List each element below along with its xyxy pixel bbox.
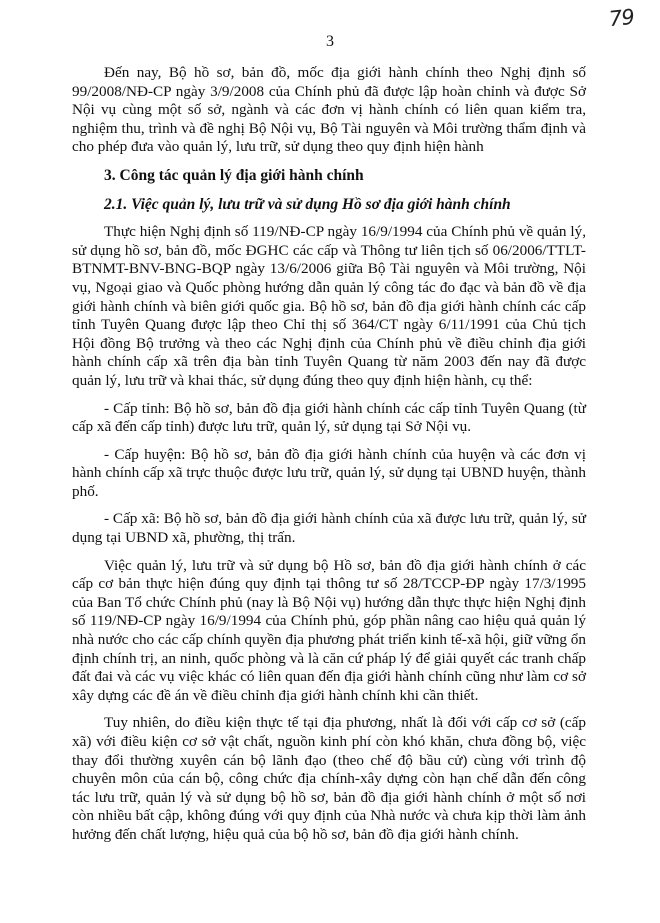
handwritten-page-mark: 79 [607,4,635,32]
paragraph-implementation: Thực hiện Nghị định số 119/NĐ-CP ngày 16/9/1994 của Chính phủ về quản lý, sử dụng hồ sơ, bản đồ, mốc ĐGHC các cấp và Thông tư liên tịch số 06/2006/TTLT-BTNMT-BNV-BNG-BQP ngày 13/6/2006 giữa Bộ Tài nguyên và Môi trường, Nội vụ, Ngoại giao và Quốc phòng hướng dẫn quản lý công tác đo đạc và bản đồ về địa giới hành chính và biên giới quốc gia. Bộ hồ sơ, bản đồ địa giới hành chính các cấp tỉnh Tuyên Quang được lập theo Chỉ thị số 364/CT ngày 6/11/1991 của Chủ tịch Hội đồng Bộ trưởng và theo các Nghị định của Chính phủ về điều chỉnh địa giới hành chính cấp xã trên địa bàn tỉnh Tuyên Quang từ năm 2003 đến nay đã được quản lý, lưu trữ và khai thác, sử dụng đúng theo quy định hiện hành, cụ thể: [72,223,586,389]
section-heading: 3. Công tác quản lý địa giới hành chính [104,166,364,184]
page-number: 3 [326,33,334,50]
intro-paragraph: Đến nay, Bộ hồ sơ, bản đồ, mốc địa giới hành chính theo Nghị định số 99/2008/NĐ-CP ngày 3/9/2008 của Chính phủ đã được lập hoàn chỉnh và được Sở Nội vụ cùng một số sở, ngành và các đơn vị hành chính có liên quan kiểm tra, nghiệm thu, trình và đề nghị Bộ Nội vụ, Bộ Tài nguyên và Môi trường thẩm định và cho phép đưa vào quản lý, lưu trữ, sử dụng theo quy định hiện hành [72,64,586,156]
bullet-district-level: - Cấp huyện: Bộ hồ sơ, bản đồ địa giới hành chính của huyện và các đơn vị hành chính cấp xã trực thuộc được lưu trữ, quản lý, sử dụng tại UBND huyện, thành phố. [72,445,586,500]
subsection-heading: 2.1. Việc quản lý, lưu trữ và sử dụng Hồ sơ địa giới hành chính [104,195,511,213]
paragraph-management: Việc quản lý, lưu trữ và sử dụng bộ Hồ sơ, bản đồ địa giới hành chính ở các cấp cơ bản thực hiện đúng quy định tại thông tư số 28/TCCP-ĐP ngày 17/3/1995 của Ban Tổ chức Chính phủ (nay là Bộ Nội vụ) hướng dẫn thực thực hiện Nghị định số 119/NĐ-CP ngày 16/9/1994 của Chính phủ, góp phần nâng cao hiệu quả quản lý nhà nước cho các cấp chính quyền địa phương phát triển kinh tế-xã hội, giữ vững ổn định chính trị, an ninh, quốc phòng và là căn cứ pháp lý để giải quyết các tranh chấp đất đai và các vụ việc khác có liên quan đến địa giới hành chính cũng như làm cơ sở xây dựng các đề án về điều chỉnh địa giới hành chính khi cần thiết. [72,556,586,704]
bullet-commune-level: - Cấp xã: Bộ hồ sơ, bản đồ địa giới hành chính của xã được lưu trữ, quản lý, sử dụng tại UBND xã, phường, thị trấn. [72,510,586,547]
paragraph-limitations: Tuy nhiên, do điều kiện thực tế tại địa phương, nhất là đối với cấp cơ sở (cấp xã) với điều kiện cơ sở vật chất, nguồn kinh phí còn khó khăn, chưa đồng bộ, việc thay đổi thường xuyên cán bộ lãnh đạo (theo chế độ bầu cử) cùng với trình độ chuyên môn của cán bộ, công chức địa chính-xây dựng còn hạn chế dẫn đến công tác lưu trữ, quản lý và sử dụng bộ hồ sơ, bản đồ địa giới hành chính ở một số nơi còn nhiều bất cập, không đúng với quy định của Nhà nước và chưa kịp thời làm ảnh hưởng đến chất lượng, hiệu quả của bộ hồ sơ, bản đồ địa giới hành chính. [72,714,586,843]
document-body [72,64,586,845]
bullet-province-level: - Cấp tỉnh: Bộ hồ sơ, bản đồ địa giới hành chính các cấp tỉnh Tuyên Quang (từ cấp xã đến cấp tỉnh) được lưu trữ, quản lý, sử dụng tại Sở Nội vụ. [72,399,586,436]
